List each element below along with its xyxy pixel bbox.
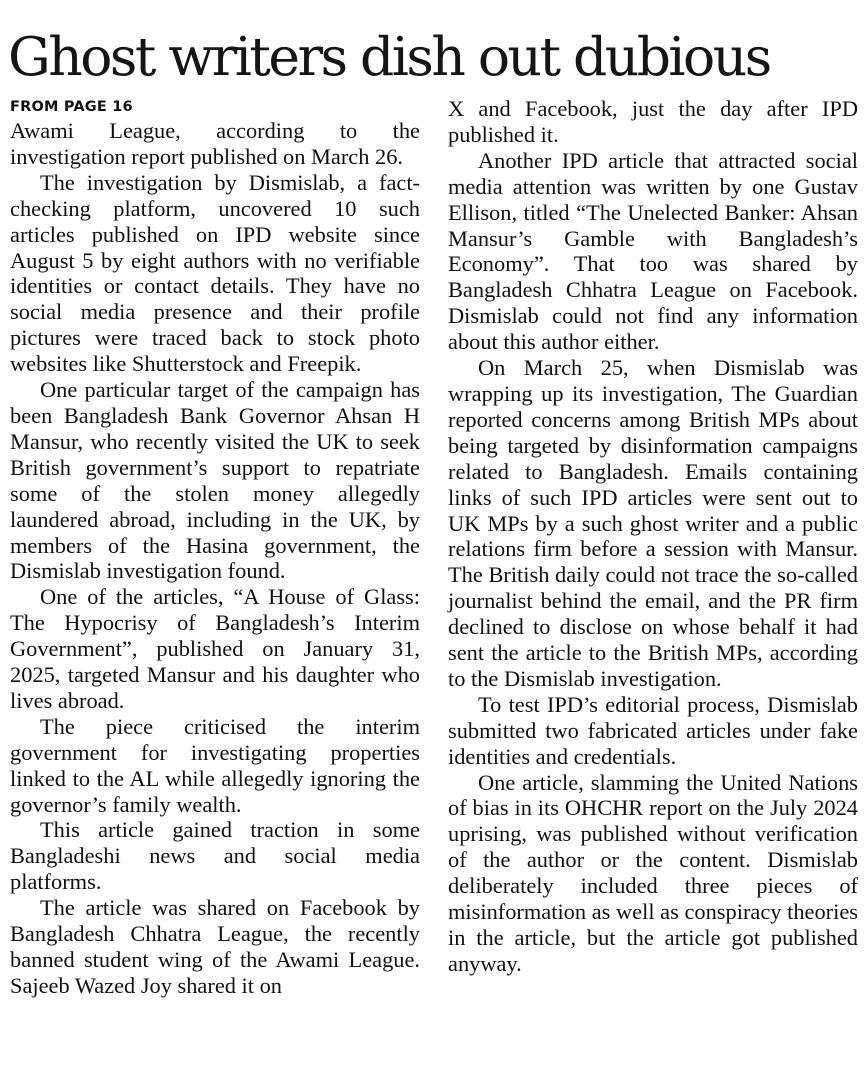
paragraph: On March 25, when Dismislab was wrapping up its investigation, The Guardian reported concerns among British MPs about being targeted by disinformation campaigns related to Bangladesh. Emails containing links of such IPD articles were sent out to UK MPs by a such ghost writer and a public relations firm before a session with Mansur. The British daily could not trace the so-called journalist behind the email, and the PR firm declined to disclose on whose behalf it had sent the article to the British MPs, according to the Dismislab investigation. [448,355,858,691]
paragraph: One article, slamming the United Nations of bias in its OHCHR report on the July 2024 uprising, was published without verification of the author or the content. Dismislab deliberately included three pieces of misinformation as well as conspiracy theories in the article, but the article got published anyway. [448,769,858,976]
paragraph: One of the articles, “A House of Glass: The Hypocrisy of Bangladesh’s Interim Government”, published on January 31, 2025, targeted Mansur and his daughter who lives abroad. [10,584,420,713]
paragraph: X and Facebook, just the day after IPD published it. [448,96,858,147]
paragraph: This article gained traction in some Bangladeshi news and social media platforms. [10,817,420,895]
jump-kicker: FROM PAGE 16 [10,99,133,115]
paragraph: The investigation by Dismislab, a fact-checking platform, uncovered 10 such articles published on IPD website since August 5 by eight authors with no verifiable identities or contact details. They have no social media presence and their profile pictures were traced back to stock photo websites like Shutterstock and Freepik. [10,169,420,377]
article-column-left [10,96,420,999]
paragraph: The article was shared on Facebook by Bangladesh Chhatra League, the recently banned student wing of the Awami League. Sajeeb Wazed Joy shared it on [10,895,420,998]
paragraph: One particular target of the campaign has been Bangladesh Bank Governor Ahsan H Mansur, who recently visited the UK to seek British government’s support to repatriate some of the stolen money allegedly laundered abroad, including in the UK, by members of the Hasina government, the Dismislab investigation found. [10,377,420,584]
paragraph: Another IPD article that attracted social media attention was written by one Gustav Ellison, titled “The Unelected Banker: Ahsan Mansur’s Gamble with Bangladesh’s Economy”. That too was shared by Bangladesh Chhatra League on Facebook. Dismislab could not find any information about this author either. [448,147,858,355]
paragraph: Awami League, according to the investigation report published on March 26. [10,118,420,169]
headline: Ghost writers dish out dubious [8,25,770,88]
paragraph: To test IPD’s editorial process, Dismislab submitted two fabricated articles under fake identities and credentials. [448,691,858,769]
paragraph: The piece criticised the interim government for investigating properties linked to the AL while allegedly ignoring the governor’s family wealth. [10,713,420,817]
article-column-right [448,96,858,977]
